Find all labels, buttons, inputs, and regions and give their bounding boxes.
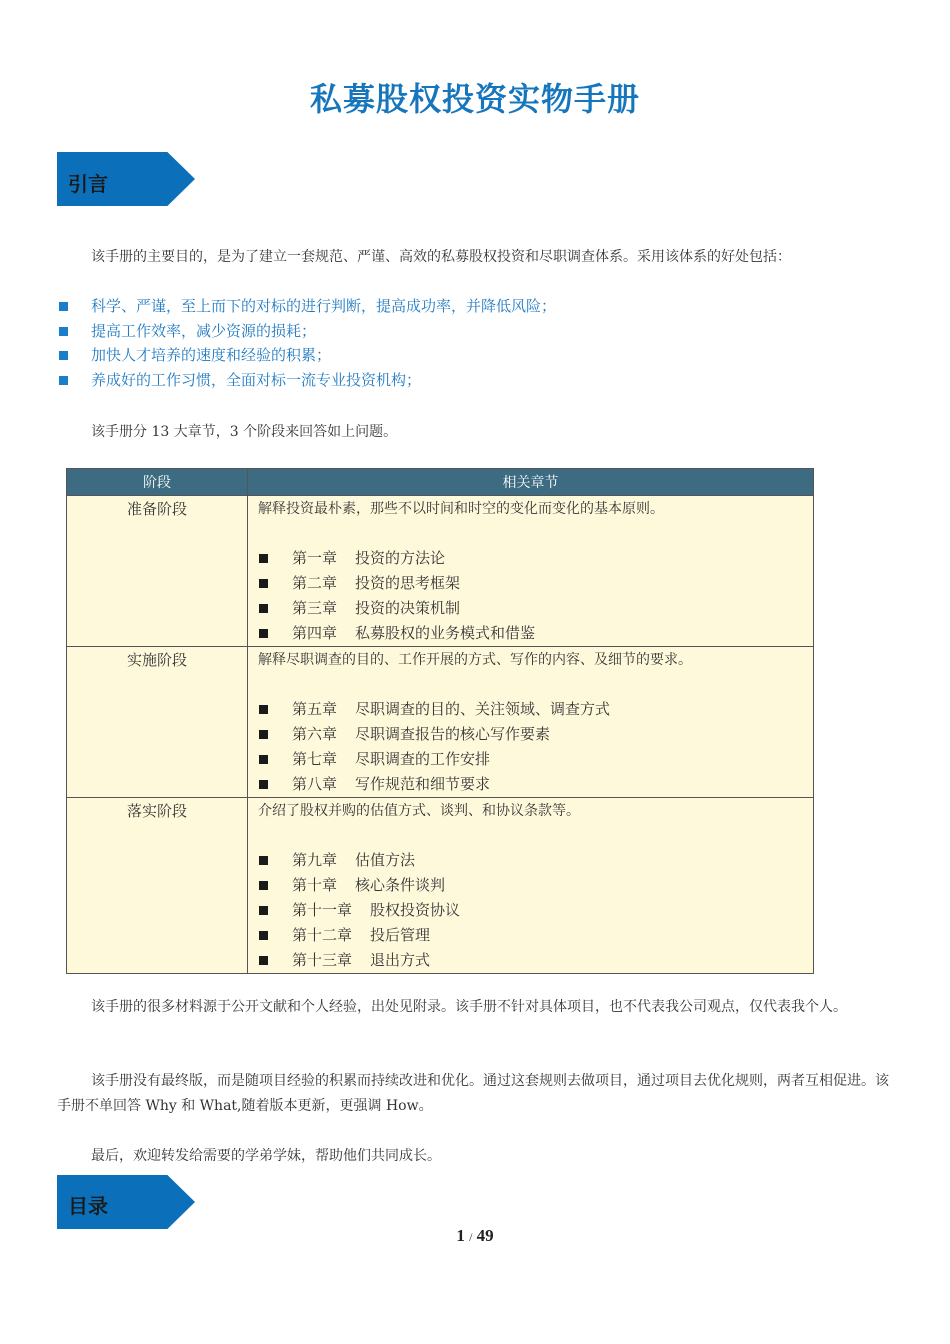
header-chapters: 相关章节 — [248, 469, 814, 496]
stage-description: 解释投资最朴素，那些不以时间和时空的变化而变化的基本原则。 — [258, 501, 664, 517]
chapter-list — [248, 697, 813, 797]
chapters-cell — [248, 647, 814, 798]
square-bullet-icon — [259, 856, 268, 865]
list-item: 第二章 投资的思考框架 — [258, 571, 813, 596]
list-item: 第六章 尽职调查报告的核心写作要素 — [258, 722, 813, 747]
page-total: 49 — [476, 1226, 494, 1245]
document-title: 私募股权投资实物手册 — [309, 80, 640, 118]
table-row — [67, 798, 814, 974]
list-item: 第八章 写作规范和细节要求 — [258, 772, 813, 797]
chapters-intro-paragraph: 该手册分 13 大章节，3 个阶段来回答如上问题。 — [91, 424, 398, 440]
benefit-item: 提高工作效率，减少资源的损耗； — [57, 319, 897, 344]
square-bullet-icon — [259, 604, 268, 613]
stage-description: 解释尽职调查的目的、工作开展的方式、写作的内容、及细节的要求。 — [258, 652, 692, 668]
header-stage: 阶段 — [67, 469, 248, 496]
stage-cell: 实施阶段 — [67, 647, 248, 798]
chapters-cell — [248, 496, 814, 647]
benefit-item: 加快人才培养的速度和经验的积累； — [57, 343, 897, 368]
page-current: 1 — [456, 1226, 465, 1245]
square-bullet-icon — [259, 755, 268, 764]
square-bullet-icon — [259, 730, 268, 739]
version-paragraph: 该手册没有最终版，而是随项目经验的积累而持续改进和优化。通过这套规则去做项目，通过项目去优化规则，两者互相促进。该手册不单回答 Why 和 What,随着版本更新，更强调 How。 — [57, 1073, 889, 1114]
closing-paragraph: 最后，欢迎转发给需要的学弟学妹，帮助他们共同成长。 — [91, 1148, 441, 1164]
chapter-list — [248, 848, 813, 973]
square-bullet-icon — [259, 780, 268, 789]
page-number — [0, 1226, 950, 1246]
section-heading-toc: 目录 — [68, 1194, 108, 1218]
list-item: 第五章 尽职调查的目的、关注领域、调查方式 — [258, 697, 813, 722]
square-bullet-icon — [259, 931, 268, 940]
square-bullet-icon — [59, 351, 68, 360]
list-item: 第十章 核心条件谈判 — [258, 873, 813, 898]
list-item: 第三章 投资的决策机制 — [258, 596, 813, 621]
list-item: 第四章 私募股权的业务模式和借鉴 — [258, 621, 813, 646]
stage-cell: 落实阶段 — [67, 798, 248, 974]
table-row — [67, 647, 814, 798]
chapter-list — [248, 546, 813, 646]
benefit-item: 科学、严谨，至上而下的对标的进行判断，提高成功率，并降低风险； — [57, 294, 897, 319]
table-row — [67, 496, 814, 647]
stages-table — [66, 468, 814, 974]
square-bullet-icon — [259, 554, 268, 563]
benefits-list — [57, 294, 897, 392]
square-bullet-icon — [259, 705, 268, 714]
square-bullet-icon — [259, 629, 268, 638]
list-item: 第一章 投资的方法论 — [258, 546, 813, 571]
stage-description: 介绍了股权并购的估值方式、谈判、和协议条款等。 — [258, 803, 580, 819]
intro-paragraph: 该手册的主要目的，是为了建立一套规范、严谨、高效的私募股权投资和尽职调查体系。采用该体系的好处包括： — [91, 249, 791, 265]
list-item: 第七章 尽职调查的工作安排 — [258, 747, 813, 772]
square-bullet-icon — [259, 956, 268, 965]
square-bullet-icon — [59, 376, 68, 385]
stage-cell: 准备阶段 — [67, 496, 248, 647]
benefit-item: 养成好的工作习惯，全面对标一流专业投资机构； — [57, 368, 897, 393]
square-bullet-icon — [259, 906, 268, 915]
list-item: 第九章 估值方法 — [258, 848, 813, 873]
list-item: 第十一章 股权投资协议 — [258, 898, 813, 923]
square-bullet-icon — [259, 579, 268, 588]
section-heading-intro: 引言 — [68, 172, 108, 196]
square-bullet-icon — [259, 881, 268, 890]
square-bullet-icon — [59, 327, 68, 336]
table-header-row — [67, 469, 814, 496]
page-separator: / — [469, 1230, 473, 1244]
list-item: 第十三章 退出方式 — [258, 948, 813, 973]
sources-paragraph: 该手册的很多材料源于公开文献和个人经验，出处见附录。该手册不针对具体项目，也不代表我公司观点，仅代表我个人。 — [91, 999, 847, 1015]
list-item: 第十二章 投后管理 — [258, 923, 813, 948]
chapters-cell — [248, 798, 814, 974]
square-bullet-icon — [59, 302, 68, 311]
